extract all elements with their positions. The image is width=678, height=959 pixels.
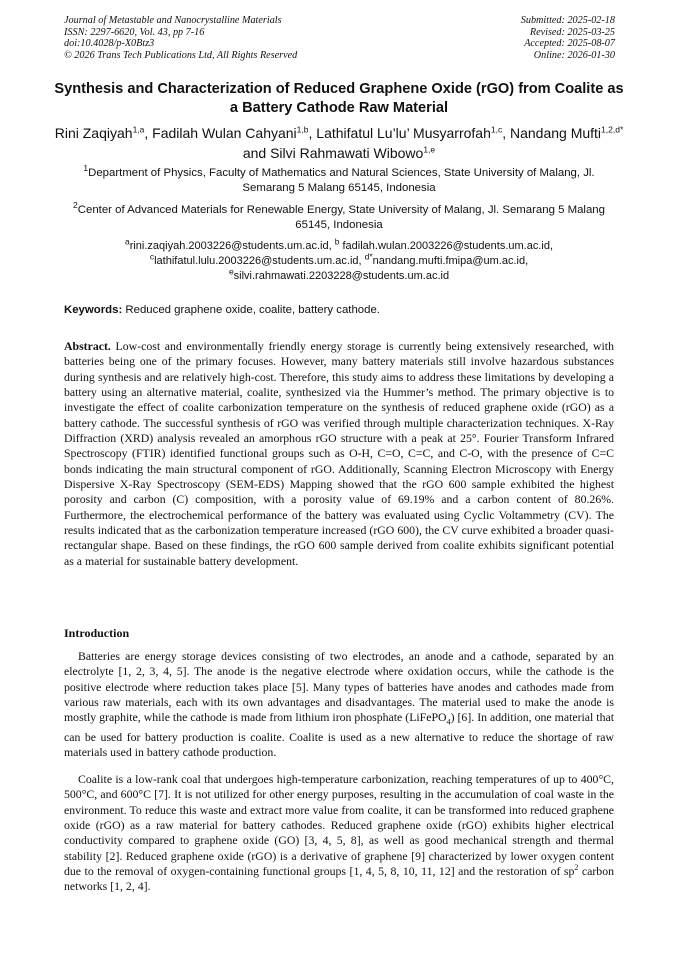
abstract-label: Abstract. <box>64 339 111 353</box>
journal-header-left <box>64 15 297 61</box>
author-affiliation-marker: 1,a <box>132 124 145 135</box>
intro-p2-part-b: carbon networks [1, 2, 4]. <box>64 864 614 894</box>
intro-p1-part-b: ) [6]. In addition, one material that can be used for battery production is coalite. Coalite is used as a new alternative to reduce the shortage of raw materials used in battery cathode production. <box>64 710 614 760</box>
paper-title: Synthesis and Characterization of Reduced Graphene Oxide (rGO) from Coalite as a Battery Cathode Raw Material <box>54 81 624 116</box>
date-accepted: Accepted: 2025-08-07 <box>524 38 615 50</box>
abstract <box>64 339 614 569</box>
author-separator: , <box>308 125 317 141</box>
intro-p1-subscript: 4 <box>446 717 451 727</box>
author-affiliation-marker: 1,b <box>296 124 309 135</box>
email-marker: b <box>334 236 340 247</box>
author-email[interactable]: rini.zaqiyah.2003226@students.um.ac.id, <box>129 240 335 252</box>
affiliation-2-text: Center of Advanced Materials for Renewable Energy, State University of Malang, Jl. Semarang 5 Malang 65145, Indonesia <box>77 204 605 232</box>
affiliation-1-marker: 1 <box>83 163 89 174</box>
date-online: Online: 2026-01-30 <box>533 49 615 61</box>
author-name: Silvi Rahmawati Wibowo <box>270 144 424 161</box>
affiliation-2-marker: 2 <box>73 200 78 211</box>
journal-copyright: © 2026 Trans Tech Publications Ltd, All Rights Reserved <box>64 49 298 61</box>
journal-doi[interactable]: doi:10.4028/p-X0Btz3 <box>64 38 155 50</box>
affiliation-2 <box>64 200 614 234</box>
author-email[interactable]: nandang.mufti.fmipa@um.ac.id, <box>372 254 529 267</box>
abstract-text: Low-cost and environmentally friendly energy storage is currently being extensively researched, with batteries being one of the primary focuses. However, many battery materials still involve hazardous substances during synthesis and are relatively high-cost. Therefore, this study aims to address these limitations by developing a battery using an alternative material, coalite, synthesized via the Hummer’s method. The primary objective is to investigate the effect of coalite carbonization temperature on the synthesis of reduced graphene oxide (rGO) as a battery cathode. The successful synthesis of rGO was verified through multiple characterization techniques. X-Ray Diffraction (XRD) analysis revealed an amorphous rGO structure with a peak at 25°. Fourier Transform Infrared Spectroscopy (FTIR) identified functional groups such as O-H, C=O, C=C, and C-O, with the presence of C=C bonds indicating the main structural component of rGO. Additionally, Scanning Electron Microscopy with Energy Dispersive X-Ray Spectroscopy (SEM-EDS) Mapping showed that the rGO 600 sample exhibited the highest porosity and carbon (C) composition, with a porosity value of 69.19% and a carbon content of 80.26%. Furthermore, the electrochemical performance of the battery was evaluated using Cyclic Voltammetry (CV). The results indicated that as the carbonization temperature increased (rGO 600), the CV curve exhibited a broader quasi-rectangular shape. Based on these findings, the rGO 600 sample derived from coalite exhibits significant potential as a material for sustainable battery development. <box>64 339 614 568</box>
intro-p2-part-a: Coalite is a low-rank coal that undergoes high-temperature carbonization, reaching temperatures of up to 400°C, 500°C, and 600°C [7]. It is not utilized for other energy purposes, resulting in the accumulation of coal waste in the environment. To reduce this waste and extract more value from coalite, it can be transformed into reduced graphene oxide (rGO) as a raw material for battery cathodes. Reduced graphene oxide (rGO) exhibits higher electrical conductivity compared to graphene oxide (GO) [3, 4, 5, 8], as well as good mechanical strength and thermal stability [2]. Reduced graphene oxide (rGO) is a derivative of graphene [9] characterized by lower oxygen content due to the removal of oxygen-containing functional groups [1, 4, 5, 8, 10, 11, 12] and the restoration of sp <box>64 772 614 879</box>
affiliation-1-text: Department of Physics, Faculty of Mathematics and Natural Sciences, State University of Malang, Jl. Semarang 5 Malang 65145, Indonesia <box>88 167 595 195</box>
author-affiliation-marker: 1,c <box>490 124 503 135</box>
introduction-paragraph-2 <box>64 772 614 895</box>
email-marker: d* <box>364 251 373 262</box>
author-affiliation-marker: 1,2,d* <box>601 124 624 135</box>
author-affiliation-marker: 1,e <box>423 143 436 154</box>
intro-p1-part-a: Batteries are energy storage devices consisting of two electrodes, an anode and a cathode, separated by an electrolyte [1, 2, 3, 4, 5]. The anode is the negative electrode where oxidation occurs, while the cathode is the positive electrode where reduction takes place [5]. Many types of batteries have anodes and cathodes made from various raw materials, each with its own advantages and disadvantages. The material used to make the anode is mostly graphite, while the cathode is made from lithium iron phosphate (LiFePO <box>64 649 614 725</box>
journal-header-right <box>521 15 615 61</box>
keywords-label: Keywords: <box>64 304 123 316</box>
author-name: Fadilah Wulan Cahyani <box>152 125 297 141</box>
author-email[interactable]: lathifatul.lulu.2003226@students.um.ac.id, <box>154 254 365 267</box>
author-email[interactable]: silvi.rahmawati.2203228@students.um.ac.id <box>233 269 450 282</box>
journal-issn: ISSN: 2297-6620, Vol. 43, pp 7-16 <box>64 26 205 38</box>
author-separator: and <box>242 144 271 161</box>
author-separator: , <box>502 125 510 141</box>
author-email[interactable]: fadilah.wulan.2003226@students.um.ac.id, <box>339 240 554 252</box>
keywords <box>64 303 614 318</box>
author-name: Lathifatul Lu’lu’ Musyarrofah <box>316 125 491 141</box>
author-separator: , <box>144 125 153 141</box>
keywords-text: Reduced graphene oxide, coalite, battery cathode. <box>122 304 380 316</box>
date-submitted: Submitted: 2025-02-18 <box>520 15 615 26</box>
author-name: Rini Zaqiyah <box>54 125 133 141</box>
introduction-paragraph-1 <box>64 649 614 761</box>
email-marker: c <box>149 251 155 262</box>
email-marker: a <box>124 236 130 247</box>
journal-name: Journal of Metastable and Nanocrystalline Materials <box>64 15 282 26</box>
author-name: Nandang Mufti <box>509 125 602 141</box>
intro-p2-superscript: 2 <box>574 863 579 873</box>
date-revised: Revised: 2025-03-25 <box>529 26 615 38</box>
affiliation-1 <box>64 163 614 197</box>
author-emails <box>64 236 614 283</box>
email-marker: e <box>228 265 234 276</box>
introduction-heading: Introduction <box>64 626 130 640</box>
author-list <box>50 124 628 163</box>
